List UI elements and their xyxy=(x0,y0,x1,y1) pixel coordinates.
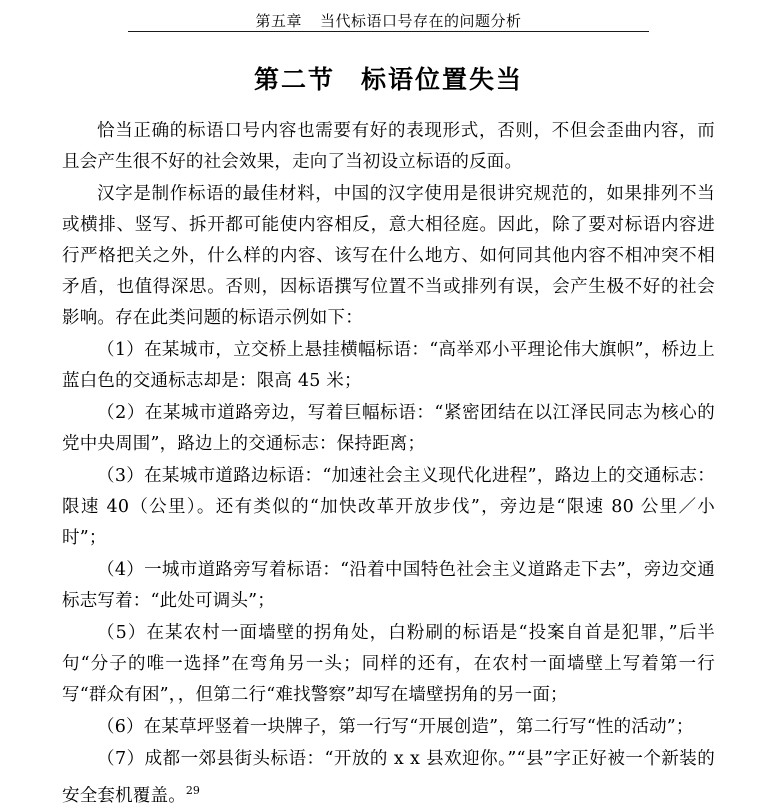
section-heading xyxy=(62,60,715,96)
paragraph-text: （7）成都一郊县街头标语：“开放的 x x 县欢迎你。”“县”字正好被一个新装的安全套机覆盖。 xyxy=(62,749,715,806)
paragraph: （2）在某城市道路旁边，写着巨幅标语：“紧密团结在以江泽民同志为核心的党中央周围”，路边上的交通标志：保持距离； xyxy=(62,403,715,454)
footnote-marker: 29 xyxy=(185,784,200,797)
paragraph: 恰当正确的标语口号内容也需要有好的表现形式，否则，不但会歪曲内容，而且会产生很不好的社会效果，走向了当初设立标语的反面。 xyxy=(62,121,715,172)
paragraph: （6）在某草坪竖着一块牌子，第一行写“开展创造”，第二行写“性的活动”； xyxy=(97,717,694,737)
body-text xyxy=(62,116,715,812)
header-title: 当代标语口号存在的问题分析 xyxy=(320,11,522,30)
header-divider xyxy=(128,31,649,32)
page-header xyxy=(62,0,715,34)
paragraph: 汉字是制作标语的最佳材料，中国的汉字使用是很讲究规范的，如果排列不当或横排、竖写、拆开都可能使内容相反，意大相径庭。因此，除了要对标语内容进行严格把关之外，什么样的内容、该写在什么地方、如何同其他内容不相冲突不相矛盾，也值得深思。否则，因标语撰写位置不当或排列有误，会产生极不好的社会影响。存在此类问题的标语示例如下： xyxy=(62,184,715,328)
section-title-text: 标语位置失当 xyxy=(361,65,524,94)
paragraph-last xyxy=(62,744,715,812)
paragraph: （1）在某城市，立交桥上悬挂横幅标语：“高举邓小平理论伟大旗帜”，桥边上蓝白色的交通标志却是：限高 45 米； xyxy=(62,340,715,391)
section-number: 第二节 xyxy=(253,65,335,94)
paragraph: （3）在某城市道路边标语：“加速社会主义现代化进程”，路边上的交通标志：限速 40（公里）。还有类似的“加快改革开放步伐”，旁边是“限速 80 公里／小时”； xyxy=(62,466,715,548)
page-header-text xyxy=(255,4,521,31)
paragraph: （5）在某农村一面墙壁的拐角处，白粉刷的标语是“投案自首是犯罪，”后半句“分子的唯一选择”在弯角另一头；同样的还有，在农村一面墙壁上写着第一行写“群众有困”，，但第二行“难找警察”却写在墙壁拐角的另一面； xyxy=(62,623,715,705)
paragraph: （4）一城市道路旁写着标语：“沿着中国特色社会主义道路走下去”，旁边交通标志写着：“此处可调头”； xyxy=(62,560,715,611)
header-chapter-label: 第五章 xyxy=(255,11,302,30)
